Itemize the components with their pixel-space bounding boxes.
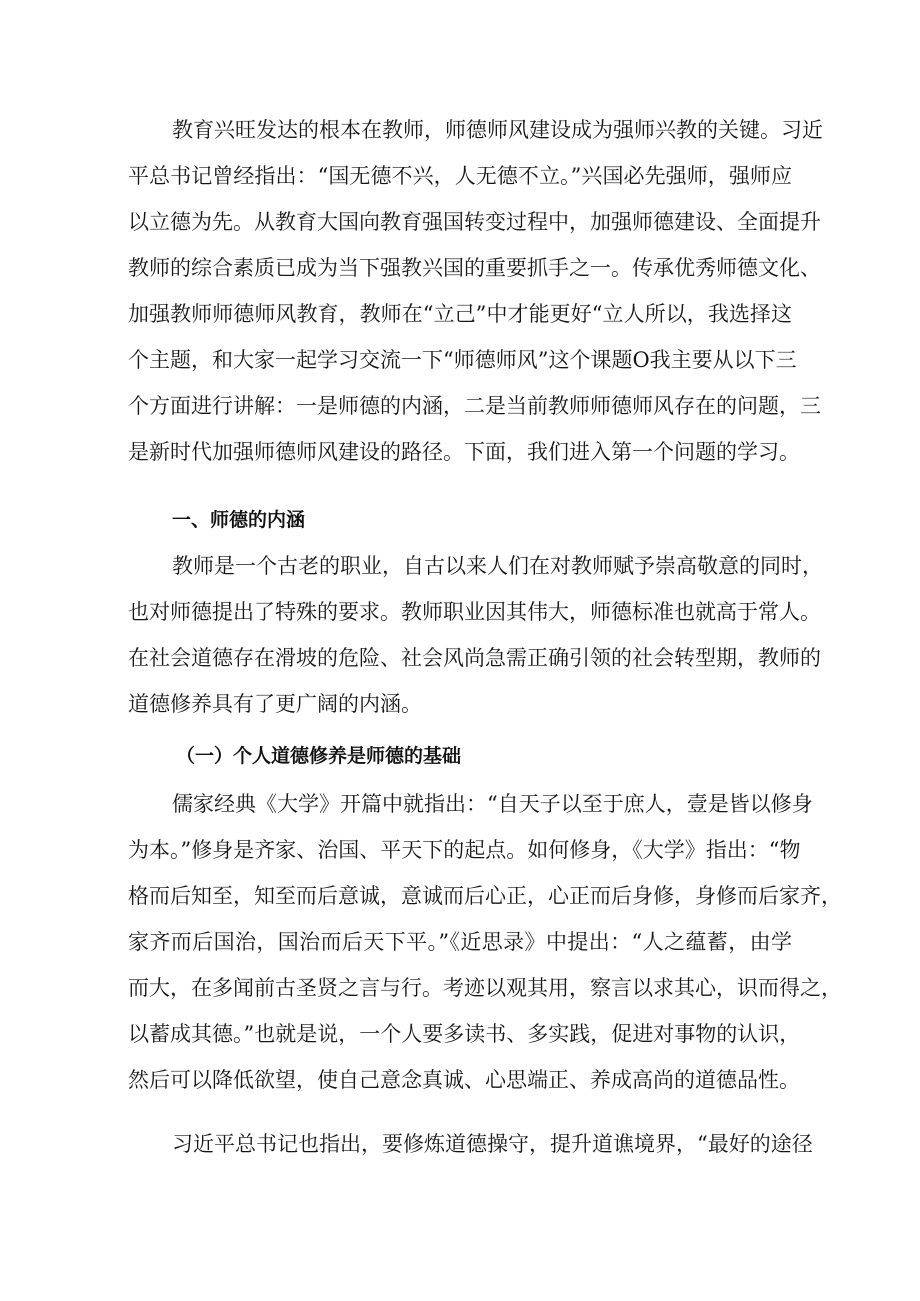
- paragraph-line: 教师是一个古老的职业，自古以来人们在对教师赋予崇高敬意的同时，: [172, 554, 823, 578]
- paragraph-line: 在社会道德存在滑坡的危险、社会风尚急需正确引领的社会转型期，教师的: [128, 646, 821, 670]
- paragraph-line: 而大，在多闻前古圣贤之言与行。考迹以观其用，察言以求其心，识而得之，: [128, 976, 842, 1000]
- paragraph-line: 格而后知至，知至而后意诚，意诚而后心正，心正而后身修，身修而后家齐，: [128, 884, 842, 908]
- paragraph-line: 家齐而后国治，国治而后天下平。”《近思录》中提出：“人之蕴蓄，由学: [128, 930, 792, 954]
- paragraph-line: 也对师德提出了特殊的要求。教师职业因其伟大，师德标准也就高于常人。: [128, 600, 821, 624]
- paragraph-line: 以蓄成其德。”也就是说，一个人要多读书、多实践，促进对事物的认识，: [128, 1022, 801, 1046]
- paragraph-line: 平总书记曾经指出：“国无德不兴，人无德不立。”兴国必先强师，强师应: [128, 164, 792, 188]
- paragraph-line: 个主题，和大家一起学习交流一下“师德师风”这个课题O我主要从以下三: [128, 348, 797, 372]
- paragraph-line: 以立德为先。从教育大国向教育强国转变过程中，加强师德建设、全面提升: [128, 210, 821, 234]
- paragraph-line: 习近平总书记也指出，要修炼道德操守，提升道谯境界，“最好的途径: [172, 1132, 813, 1156]
- subsection-heading: （一）个人道德修养是师德的基础: [176, 745, 462, 767]
- paragraph-line: 道德修养具有了更广阔的内涵。: [128, 692, 422, 716]
- paragraph-line: 然后可以降低欲望，使自己意念真诚、心思端正、养成高尚的道德品性。: [128, 1068, 800, 1092]
- section-heading: 一、师德的内涵: [172, 509, 306, 531]
- paragraph-line: 是新时代加强师德师风建设的路径。下面，我们进入第一个问题的学习。: [128, 440, 800, 464]
- paragraph-line: 教育兴旺发达的根本在教师，师德师风建设成为强师兴教的关键。习近: [172, 118, 823, 142]
- paragraph-line: 为本。”修身是齐家、治国、平天下的起点。如何修身，《大学》指出：“物: [128, 838, 801, 862]
- paragraph-line: 儒家经典《大学》开篇中就指出：“自天子以至于庶人，壹是皆以修身: [172, 792, 813, 816]
- paragraph-line: 个方面进行讲解：一是师德的内涵，二是当前教师师德师风存在的问题，三: [128, 394, 821, 418]
- paragraph-line: 加强教师师德师风教育，教师在“立己”中才能更好“立人所以，我选择这: [128, 302, 792, 326]
- paragraph-line: 教师的综合素质已成为当下强教兴国的重要抓手之一。传承优秀师德文化、: [128, 256, 821, 280]
